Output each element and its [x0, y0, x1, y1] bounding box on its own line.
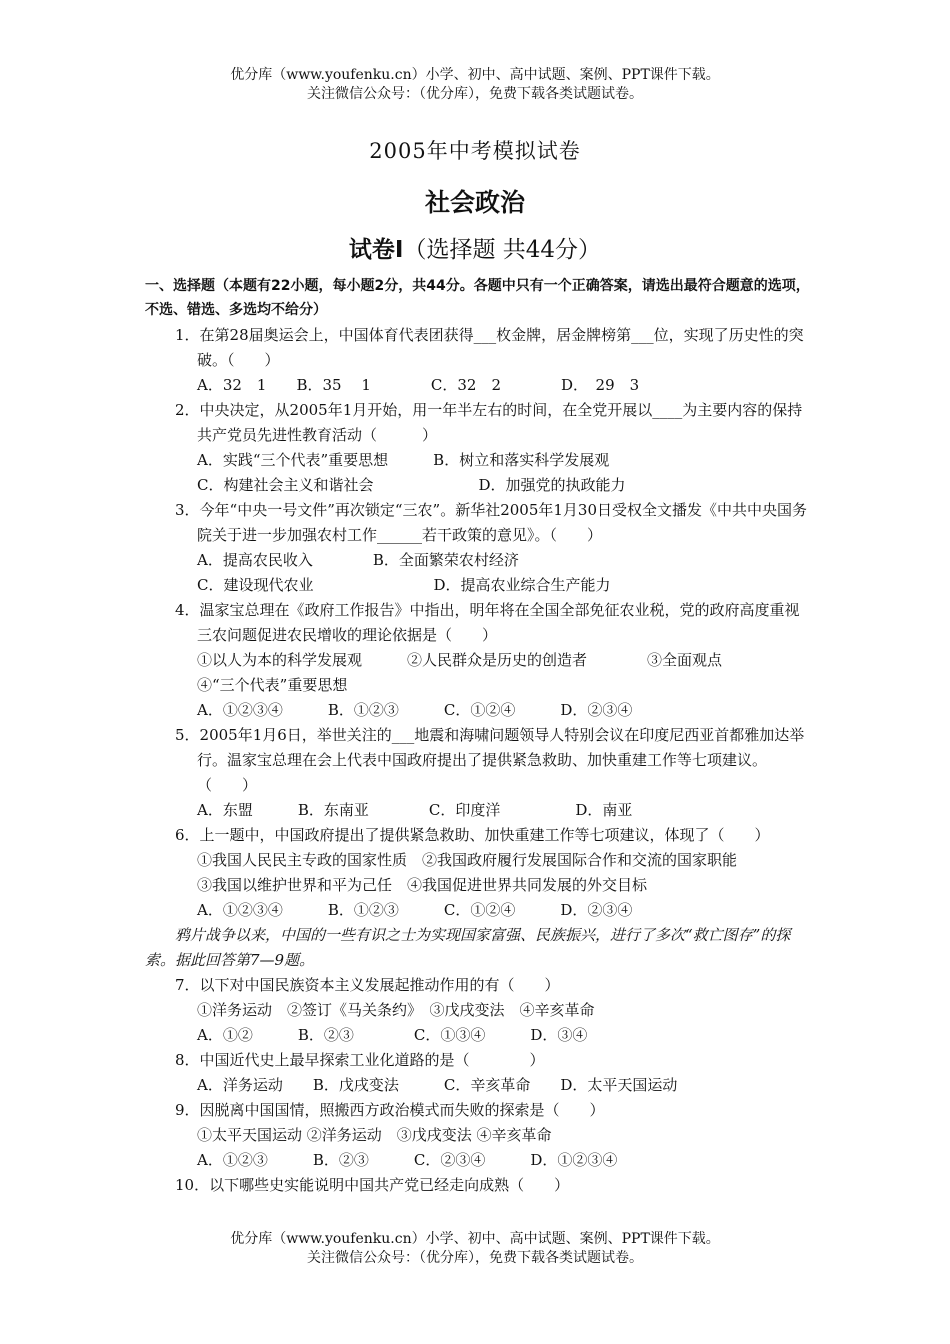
part-label: 试卷Ⅰ: [348, 237, 404, 263]
question-6-choices-row1: ①我国人民民主专政的国家性质 ②我国政府履行发展国际合作和交流的国家职能: [197, 851, 738, 869]
exam-title: 2005年中考模拟试卷: [369, 139, 581, 163]
part-title: [0, 231, 950, 264]
question-8-stem: 8．中国近代史上最早探索工业化道路的是（ ）: [175, 1051, 545, 1069]
passage-intro-7-9: 鸦片战争以来，中国的一些有识之士为实现国家富强、民族振兴，进行了多次“救亡图存”的探索。据此回答第7—9题。: [145, 926, 791, 969]
footer-line-2: 关注微信公众号：（优分库），免费下载各类试题试卷。: [307, 1250, 643, 1266]
question-6-options: A．①②③④ B．①②③ C．①②④ D．②③④: [197, 901, 633, 919]
question-content: [145, 274, 810, 1198]
question-3-stem: 3．今年“中央一号文件”再次锁定“三农”。新华社2005年1月30日受权全文播发《中共中央国务院关于进一步加强农村工作______若干政策的意见》。（ ）: [175, 501, 808, 544]
question-3-options-row1: A．提高农民收入 B．全面繁荣农村经济: [197, 551, 519, 569]
question-7-options: A．①② B．②③ C．①③④ D．③④: [197, 1026, 588, 1044]
header-line-2: 关注微信公众号：（优分库），免费下载各类试题试卷。: [307, 86, 643, 102]
header-line-1: 优分库（www.youfenku.cn）小学、初中、高中试题、案例、PPT课件下载。: [230, 67, 720, 83]
question-1-stem: 1．在第28届奥运会上，中国体育代表团获得___枚金牌，居金牌榜第___位，实现了历史性的突破。（ ）: [175, 326, 804, 369]
section-heading: 一、选择题（本题有22小题，每小题2分，共44分。各题中只有一个正确答案，请选出最符合题意的选项，不选、错选、多选均不给分）: [145, 278, 810, 318]
question-9-choices: ①太平天国运动 ②洋务运动 ③戊戌变法 ④辛亥革命: [197, 1126, 552, 1144]
question-7-choices: ①洋务运动 ②签订《马关条约》 ③戊戌变法 ④辛亥革命: [197, 1001, 595, 1019]
page-footer: [0, 1230, 950, 1268]
question-5-stem: 5．2005年1月6日，举世关注的___地震和海啸问题领导人特别会议在印度尼西亚首都雅加达举行。温家宝总理在会上代表中国政府提出了提供紧急救助、加快重建工作等七项建议。（ ）: [175, 726, 805, 794]
question-4-choices-row1: ①以人为本的科学发展观 ②人民群众是历史的创造者 ③全面观点: [197, 651, 723, 669]
question-3-options-row2: C．建设现代农业 D．提高农业综合生产能力: [197, 576, 611, 594]
question-4-options: A．①②③④ B．①②③ C．①②④ D．②③④: [197, 701, 633, 719]
question-2-options-row2: C．构建社会主义和谐社会 D．加强党的执政能力: [197, 476, 626, 494]
question-10-stem: 10．以下哪些史实能说明中国共产党已经走向成熟（ ）: [175, 1176, 570, 1194]
subject-title: 社会政治: [424, 188, 525, 217]
question-6-stem: 6．上一题中，中国政府提出了提供紧急救助、加快重建工作等七项建议，体现了（ ）: [175, 826, 770, 844]
footer-line-1: 优分库（www.youfenku.cn）小学、初中、高中试题、案例、PPT课件下载。: [230, 1231, 720, 1247]
question-8-options: A．洋务运动 B．戊戌变法 C．辛亥革命 D．太平天国运动: [197, 1076, 678, 1094]
page-header: [0, 66, 950, 104]
question-9-stem: 9．因脱离中国国情，照搬西方政治模式而失败的探索是（ ）: [175, 1101, 605, 1119]
question-2-options-row1: A．实践“三个代表”重要思想 B．树立和落实科学发展观: [197, 451, 610, 469]
question-4-choices-row2: ④“三个代表”重要思想: [197, 676, 348, 694]
question-9-options: A．①②③ B．②③ C．②③④ D．①②③④: [197, 1151, 618, 1169]
question-5-options: A．东盟 B．东南亚 C．印度洋 D．南亚: [197, 801, 633, 819]
question-6-choices-row2: ③我国以维护世界和平为己任 ④我国促进世界共同发展的外交目标: [197, 876, 648, 894]
question-7-stem: 7．以下对中国民族资本主义发展起推动作用的有（ ）: [175, 976, 560, 994]
question-1-options: A．32 1 B．35 1 C．32 2 D． 29 3: [197, 376, 640, 394]
part-description: （选择题 共44分）: [403, 237, 602, 263]
question-2-stem: 2．中央决定，从2005年1月开始，用一年半左右的时间，在全党开展以____为主要内容的保持共产党员先进性教育活动（ ）: [175, 401, 803, 444]
question-4-stem: 4．温家宝总理在《政府工作报告》中指出，明年将在全国全部免征农业税，党的政府高度重视三农问题促进农民增收的理论依据是（ ）: [175, 601, 800, 644]
